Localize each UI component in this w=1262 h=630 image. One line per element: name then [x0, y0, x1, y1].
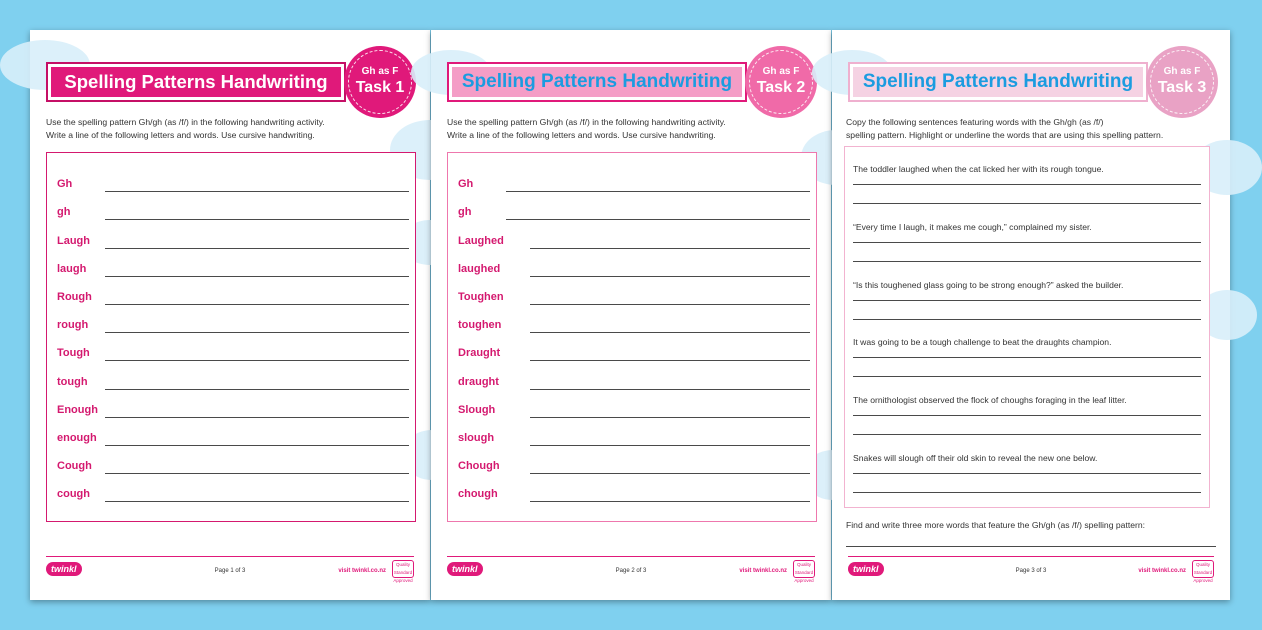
- visit-link[interactable]: visit twinkl.co.nz: [338, 568, 386, 574]
- practice-word: slough: [458, 431, 495, 444]
- practice-word: Gh: [458, 178, 474, 191]
- page-number: Page 2 of 3: [615, 568, 647, 574]
- instructions: [46, 116, 416, 141]
- quality-badge: Quality Standard Approved: [794, 562, 814, 583]
- handwriting-row: [458, 366, 810, 394]
- task-subtitle: Gh as F: [762, 66, 800, 77]
- instructions-line: Use the spelling pattern Gh/gh (as /f/) in the following handwriting activity.: [46, 117, 325, 127]
- writing-line[interactable]: [530, 276, 810, 277]
- writing-line[interactable]: [853, 434, 1201, 435]
- writing-line[interactable]: [105, 304, 409, 305]
- worksheet-page-2: [431, 30, 831, 600]
- handwriting-row: [57, 338, 409, 366]
- practice-word: Laugh: [57, 234, 90, 247]
- task-badge: [745, 46, 817, 118]
- sentence-item: [853, 279, 1201, 337]
- handwriting-row: [57, 395, 409, 423]
- title-banner: [447, 62, 747, 102]
- writing-line[interactable]: [530, 389, 810, 390]
- practice-word: gh: [458, 206, 472, 219]
- page-number: Page 1 of 3: [214, 568, 246, 574]
- practice-word: Laughed: [458, 234, 504, 247]
- writing-line[interactable]: [853, 357, 1201, 358]
- writing-line[interactable]: [105, 501, 409, 502]
- sentence-item: [853, 452, 1201, 510]
- sentence-item: [853, 336, 1201, 394]
- writing-line[interactable]: [846, 546, 1216, 547]
- writing-line[interactable]: [105, 417, 409, 418]
- writing-line[interactable]: [530, 248, 810, 249]
- sentence-item: [853, 163, 1201, 221]
- writing-line[interactable]: [853, 203, 1201, 204]
- task-badge: [1146, 46, 1218, 118]
- footer-divider: [447, 556, 815, 557]
- handwriting-row: [57, 479, 409, 507]
- practice-word: enough: [57, 431, 97, 444]
- instructions-line: spelling pattern. Highlight or underline the words that are using this spelling pattern.: [846, 129, 1164, 140]
- page-number: Page 3 of 3: [1015, 568, 1047, 574]
- handwriting-row: [57, 423, 409, 451]
- handwriting-row: [57, 366, 409, 394]
- handwriting-box: [447, 152, 817, 522]
- handwriting-row: [458, 338, 810, 366]
- handwriting-row: [458, 197, 810, 225]
- writing-line[interactable]: [853, 261, 1201, 262]
- practice-word: toughen: [458, 319, 502, 332]
- page-title: Spelling Patterns Handwriting: [452, 67, 742, 97]
- handwriting-row: [57, 197, 409, 225]
- writing-line[interactable]: [530, 473, 810, 474]
- handwriting-row: [57, 169, 409, 197]
- twinkl-logo: twinkl: [447, 562, 483, 576]
- practice-word: rough: [57, 319, 89, 332]
- quality-badge: Quality Standard Approved: [1193, 562, 1213, 583]
- practice-word: tough: [57, 375, 88, 388]
- sentence-text: “Every time I laugh, it makes me cough,” complained my sister.: [853, 221, 1092, 232]
- writing-line[interactable]: [853, 415, 1201, 416]
- writing-line[interactable]: [853, 300, 1201, 301]
- task-badge: [344, 46, 416, 118]
- instructions: [846, 116, 1216, 141]
- writing-line[interactable]: [105, 445, 409, 446]
- practice-word: Toughen: [458, 290, 504, 303]
- practice-word: Draught: [458, 347, 501, 360]
- handwriting-row: [458, 451, 810, 479]
- handwriting-row: [57, 451, 409, 479]
- task-subtitle: Gh as F: [1163, 66, 1201, 77]
- sentence-text: The ornithologist observed the flock of choughs foraging in the leaf litter.: [853, 395, 1127, 406]
- writing-line[interactable]: [105, 191, 409, 192]
- handwriting-row: [458, 479, 810, 507]
- handwriting-row: [57, 282, 409, 310]
- page-title: Spelling Patterns Handwriting: [853, 67, 1143, 97]
- writing-line[interactable]: [530, 417, 810, 418]
- writing-line[interactable]: [506, 219, 810, 220]
- sentence-text: The toddler laughed when the cat licked her with its rough tongue.: [853, 164, 1104, 174]
- sentence-text: It was going to be a tough challenge to beat the draughts champion.: [853, 337, 1112, 348]
- title-banner: [46, 62, 346, 102]
- title-banner: [848, 62, 1148, 102]
- practice-word: draught: [458, 375, 499, 388]
- practice-word: Slough: [458, 403, 496, 416]
- writing-line[interactable]: [530, 360, 810, 361]
- visit-link[interactable]: visit twinkl.co.nz: [739, 568, 787, 574]
- writing-line[interactable]: [105, 276, 409, 277]
- practice-word: chough: [458, 488, 498, 501]
- writing-line[interactable]: [530, 304, 810, 305]
- sentence-text: “Is this toughened glass going to be strong enough?” asked the builder.: [853, 279, 1124, 290]
- writing-line[interactable]: [853, 376, 1201, 377]
- handwriting-row: [458, 169, 810, 197]
- twinkl-logo: twinkl: [46, 562, 82, 576]
- practice-word: laughed: [458, 262, 501, 275]
- task-label: Task 3: [1157, 79, 1207, 96]
- task-label: Task 2: [756, 79, 806, 96]
- visit-link[interactable]: visit twinkl.co.nz: [1138, 568, 1186, 574]
- handwriting-row: [458, 423, 810, 451]
- practice-word: Gh: [57, 178, 73, 191]
- writing-line[interactable]: [105, 248, 409, 249]
- writing-line[interactable]: [105, 332, 409, 333]
- writing-line[interactable]: [530, 445, 810, 446]
- twinkl-logo: twinkl: [848, 562, 884, 576]
- task-subtitle: Gh as F: [361, 66, 399, 77]
- practice-word: Chough: [458, 460, 500, 473]
- writing-line[interactable]: [853, 184, 1201, 185]
- worksheet-page-1: [30, 30, 430, 600]
- sentence-text: Snakes will slough off their old skin to reveal the new one below.: [853, 452, 1098, 463]
- quality-badge: Quality Standard Approved: [393, 562, 413, 583]
- practice-word: gh: [57, 206, 71, 219]
- handwriting-box: [46, 152, 416, 522]
- writing-line[interactable]: [853, 492, 1201, 493]
- extra-question: Find and write three more words that feature the Gh/gh (as /f/) spelling pattern:: [846, 520, 1146, 530]
- writing-line[interactable]: [530, 501, 810, 502]
- handwriting-row: [458, 395, 810, 423]
- instructions-line: Write a line of the following letters and words. Use cursive handwriting.: [46, 129, 315, 140]
- instructions: [447, 116, 817, 141]
- footer-divider: [46, 556, 414, 557]
- writing-line[interactable]: [105, 219, 409, 220]
- instructions-line: Write a line of the following letters and words. Use cursive handwriting.: [447, 129, 716, 140]
- handwriting-row: [57, 310, 409, 338]
- practice-word: Tough: [57, 347, 90, 360]
- writing-line[interactable]: [105, 389, 409, 390]
- instructions-line: Use the spelling pattern Gh/gh (as /f/) in the following handwriting activity.: [447, 117, 726, 127]
- writing-line[interactable]: [853, 319, 1201, 320]
- writing-line[interactable]: [853, 242, 1201, 243]
- handwriting-row: [458, 225, 810, 253]
- sentence-item: [853, 221, 1201, 279]
- handwriting-row: [57, 254, 409, 282]
- sentence-item: [853, 394, 1201, 452]
- handwriting-row: [458, 254, 810, 282]
- practice-word: cough: [57, 488, 90, 501]
- writing-line[interactable]: [105, 473, 409, 474]
- writing-line[interactable]: [530, 332, 810, 333]
- task-label: Task 1: [355, 79, 405, 96]
- practice-word: Rough: [57, 290, 92, 303]
- practice-word: Cough: [57, 460, 92, 473]
- sentence-box: [844, 146, 1210, 508]
- writing-line[interactable]: [105, 360, 409, 361]
- handwriting-row: [458, 282, 810, 310]
- writing-line[interactable]: [506, 191, 810, 192]
- worksheet-page-3: [832, 30, 1230, 600]
- practice-word: Enough: [57, 403, 98, 416]
- handwriting-row: [458, 310, 810, 338]
- page-title: Spelling Patterns Handwriting: [51, 67, 341, 97]
- writing-line[interactable]: [853, 473, 1201, 474]
- handwriting-row: [57, 225, 409, 253]
- instructions-line: Copy the following sentences featuring words with the Gh/gh (as /f/): [846, 117, 1104, 127]
- practice-word: laugh: [57, 262, 87, 275]
- footer-divider: [848, 556, 1214, 557]
